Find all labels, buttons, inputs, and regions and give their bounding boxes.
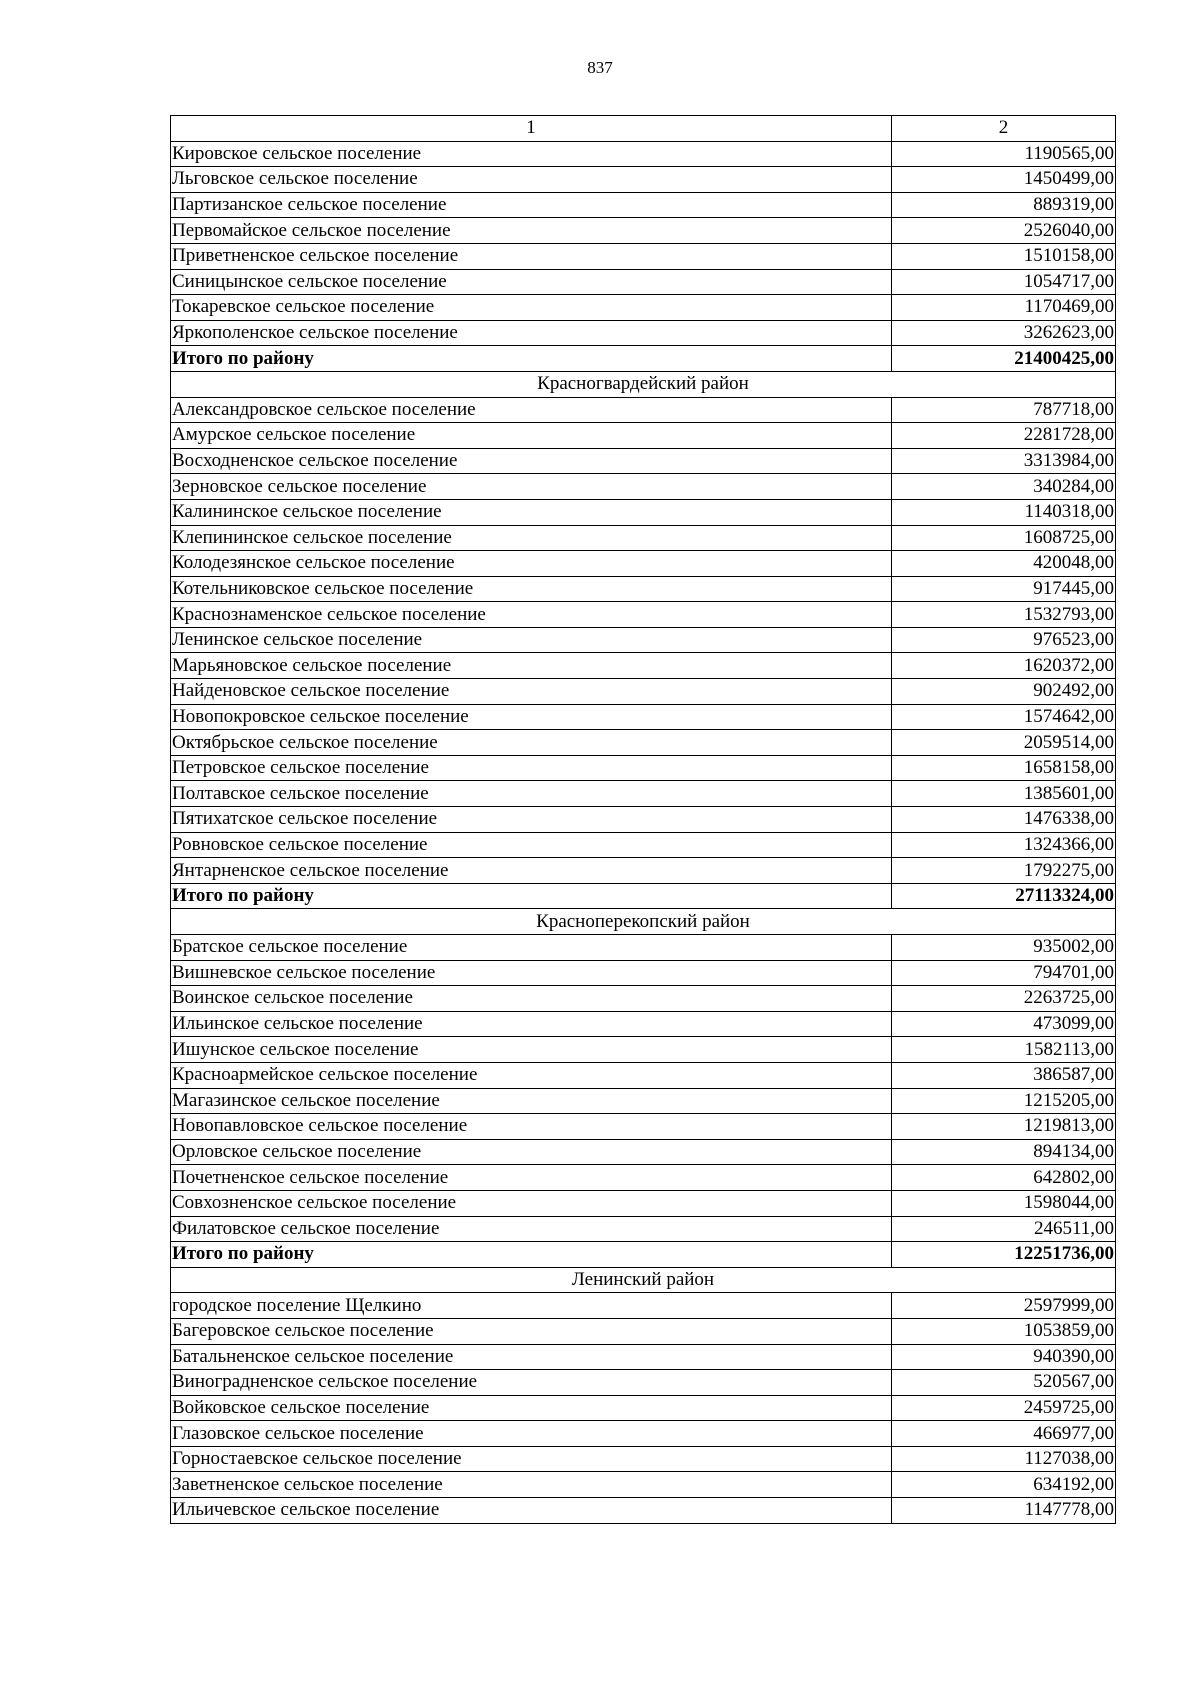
table-row (171, 935, 1116, 961)
settlement-amount: 520567,00 (892, 1370, 1116, 1396)
table-row (171, 474, 1116, 500)
district-total-row (171, 1242, 1116, 1268)
settlement-name: Ильинское сельское поселение (171, 1011, 892, 1037)
settlement-name: Красноармейское сельское поселение (171, 1062, 892, 1088)
table-row (171, 960, 1116, 986)
settlement-amount: 634192,00 (892, 1472, 1116, 1498)
table-row (171, 832, 1116, 858)
table-row (171, 320, 1116, 346)
table-row (171, 192, 1116, 218)
table-row (171, 781, 1116, 807)
settlement-name: Глазовское сельское поселение (171, 1421, 892, 1447)
settlement-amount: 1054717,00 (892, 269, 1116, 295)
settlement-name: Новопавловское сельское поселение (171, 1114, 892, 1140)
settlement-name: Калининское сельское поселение (171, 499, 892, 525)
district-total-row (171, 883, 1116, 909)
table-row (171, 1293, 1116, 1319)
settlement-amount: 2059514,00 (892, 730, 1116, 756)
budget-table (170, 115, 1116, 1524)
settlement-name: Петровское сельское поселение (171, 755, 892, 781)
table-row (171, 1498, 1116, 1524)
settlement-name: Клепининское сельское поселение (171, 525, 892, 551)
district-title-row (171, 1267, 1116, 1293)
settlement-amount: 3262623,00 (892, 320, 1116, 346)
settlement-name: Колодезянское сельское поселение (171, 551, 892, 577)
settlement-name: Токаревское сельское поселение (171, 295, 892, 321)
settlement-amount: 2526040,00 (892, 218, 1116, 244)
settlement-amount: 1658158,00 (892, 755, 1116, 781)
settlement-amount: 340284,00 (892, 474, 1116, 500)
settlement-amount: 473099,00 (892, 1011, 1116, 1037)
settlement-name: Филатовское сельское поселение (171, 1216, 892, 1242)
table-row (171, 525, 1116, 551)
settlement-amount: 1385601,00 (892, 781, 1116, 807)
header-col-1: 1 (171, 116, 892, 142)
settlement-amount: 1053859,00 (892, 1318, 1116, 1344)
table-row (171, 755, 1116, 781)
settlement-name: Вишневское сельское поселение (171, 960, 892, 986)
settlement-name: Войковское сельское поселение (171, 1395, 892, 1421)
settlement-name: Зерновское сельское поселение (171, 474, 892, 500)
table-row (171, 1472, 1116, 1498)
settlement-name: Братское сельское поселение (171, 935, 892, 961)
district-title: Красногвардейский район (171, 371, 1116, 397)
settlement-name: Кировское сельское поселение (171, 141, 892, 167)
settlement-amount: 1582113,00 (892, 1037, 1116, 1063)
table-row (171, 167, 1116, 193)
table-row (171, 1446, 1116, 1472)
table-row (171, 704, 1116, 730)
table-row (171, 1088, 1116, 1114)
table-body (171, 116, 1116, 1524)
settlement-amount: 1598044,00 (892, 1190, 1116, 1216)
settlement-name: Батальненское сельское поселение (171, 1344, 892, 1370)
settlement-amount: 1147778,00 (892, 1498, 1116, 1524)
table-row (171, 1139, 1116, 1165)
settlement-name: Пятихатское сельское поселение (171, 807, 892, 833)
settlement-amount: 420048,00 (892, 551, 1116, 577)
table-row (171, 269, 1116, 295)
header-row (171, 116, 1116, 142)
table-row (171, 986, 1116, 1012)
settlement-name: Котельниковское сельское поселение (171, 576, 892, 602)
settlement-amount: 940390,00 (892, 1344, 1116, 1370)
table-row (171, 1037, 1116, 1063)
settlement-amount: 2597999,00 (892, 1293, 1116, 1319)
district-total-amount: 21400425,00 (892, 346, 1116, 372)
table-row (171, 730, 1116, 756)
settlement-name: Заветненское сельское поселение (171, 1472, 892, 1498)
table-row (171, 858, 1116, 884)
settlement-name: Краснознаменское сельское поселение (171, 602, 892, 628)
table-row (171, 499, 1116, 525)
table-row (171, 1165, 1116, 1191)
settlement-name: Воинское сельское поселение (171, 986, 892, 1012)
settlement-amount: 246511,00 (892, 1216, 1116, 1242)
district-total-amount: 27113324,00 (892, 883, 1116, 909)
settlement-amount: 1792275,00 (892, 858, 1116, 884)
settlement-name: Марьяновское сельское поселение (171, 653, 892, 679)
settlement-amount: 1574642,00 (892, 704, 1116, 730)
settlement-amount: 787718,00 (892, 397, 1116, 423)
settlement-name: Совхозненское сельское поселение (171, 1190, 892, 1216)
page-number: 837 (587, 58, 613, 77)
settlement-name: городское поселение Щелкино (171, 1293, 892, 1319)
district-total-label: Итого по району (171, 346, 892, 372)
table-row (171, 243, 1116, 269)
table-row (171, 1190, 1116, 1216)
district-title: Ленинский район (171, 1267, 1116, 1293)
settlement-name: Яркополенское сельское поселение (171, 320, 892, 346)
district-total-label: Итого по району (171, 883, 892, 909)
district-total-row (171, 346, 1116, 372)
settlement-amount: 2281728,00 (892, 423, 1116, 449)
table-row (171, 1062, 1116, 1088)
table-row (171, 218, 1116, 244)
settlement-amount: 1532793,00 (892, 602, 1116, 628)
table-row (171, 653, 1116, 679)
table-row (171, 679, 1116, 705)
settlement-amount: 889319,00 (892, 192, 1116, 218)
settlement-amount: 794701,00 (892, 960, 1116, 986)
header-col-2: 2 (892, 116, 1116, 142)
settlement-amount: 386587,00 (892, 1062, 1116, 1088)
district-total-amount: 12251736,00 (892, 1242, 1116, 1268)
settlement-name: Багеровское сельское поселение (171, 1318, 892, 1344)
settlement-name: Найденовское сельское поселение (171, 679, 892, 705)
settlement-amount: 1608725,00 (892, 525, 1116, 551)
settlement-amount: 2459725,00 (892, 1395, 1116, 1421)
table-row (171, 141, 1116, 167)
table-row (171, 1370, 1116, 1396)
settlement-amount: 1476338,00 (892, 807, 1116, 833)
settlement-amount: 3313984,00 (892, 448, 1116, 474)
settlement-name: Амурское сельское поселение (171, 423, 892, 449)
settlement-name: Приветненское сельское поселение (171, 243, 892, 269)
settlement-amount: 1127038,00 (892, 1446, 1116, 1472)
settlement-amount: 1510158,00 (892, 243, 1116, 269)
settlement-name: Октябрьское сельское поселение (171, 730, 892, 756)
settlement-name: Почетненское сельское поселение (171, 1165, 892, 1191)
settlement-name: Магазинское сельское поселение (171, 1088, 892, 1114)
district-title-row (171, 909, 1116, 935)
table-row (171, 1344, 1116, 1370)
settlement-amount: 1450499,00 (892, 167, 1116, 193)
settlement-amount: 917445,00 (892, 576, 1116, 602)
table-row (171, 551, 1116, 577)
settlement-amount: 466977,00 (892, 1421, 1116, 1447)
table-row (171, 295, 1116, 321)
table-row (171, 1395, 1116, 1421)
settlement-name: Александровское сельское поселение (171, 397, 892, 423)
table-row (171, 397, 1116, 423)
settlement-amount: 2263725,00 (892, 986, 1116, 1012)
district-total-label: Итого по району (171, 1242, 892, 1268)
settlement-name: Партизанское сельское поселение (171, 192, 892, 218)
settlement-amount: 935002,00 (892, 935, 1116, 961)
table-row (171, 576, 1116, 602)
settlement-amount: 642802,00 (892, 1165, 1116, 1191)
table-row (171, 602, 1116, 628)
settlement-name: Ровновское сельское поселение (171, 832, 892, 858)
settlement-name: Восходненское сельское поселение (171, 448, 892, 474)
district-title-row (171, 371, 1116, 397)
settlement-amount: 1324366,00 (892, 832, 1116, 858)
table-row (171, 807, 1116, 833)
settlement-name: Ишунское сельское поселение (171, 1037, 892, 1063)
settlement-name: Синицынское сельское поселение (171, 269, 892, 295)
table-row (171, 1421, 1116, 1447)
table-row (171, 1216, 1116, 1242)
settlement-name: Янтарненское сельское поселение (171, 858, 892, 884)
district-title: Красноперекопский район (171, 909, 1116, 935)
settlement-amount: 894134,00 (892, 1139, 1116, 1165)
settlement-amount: 1170469,00 (892, 295, 1116, 321)
settlement-amount: 1620372,00 (892, 653, 1116, 679)
table-row (171, 448, 1116, 474)
settlement-amount: 1140318,00 (892, 499, 1116, 525)
settlement-amount: 1215205,00 (892, 1088, 1116, 1114)
table-row (171, 1011, 1116, 1037)
settlement-name: Новопокровское сельское поселение (171, 704, 892, 730)
settlement-amount: 1190565,00 (892, 141, 1116, 167)
settlement-amount: 1219813,00 (892, 1114, 1116, 1140)
table-row (171, 1114, 1116, 1140)
settlement-amount: 976523,00 (892, 627, 1116, 653)
settlement-name: Виноградненское сельское поселение (171, 1370, 892, 1396)
table-row (171, 1318, 1116, 1344)
settlement-name: Ильичевское сельское поселение (171, 1498, 892, 1524)
settlement-name: Орловское сельское поселение (171, 1139, 892, 1165)
settlement-name: Горностаевское сельское поселение (171, 1446, 892, 1472)
settlement-name: Первомайское сельское поселение (171, 218, 892, 244)
settlement-amount: 902492,00 (892, 679, 1116, 705)
settlement-name: Полтавское сельское поселение (171, 781, 892, 807)
settlement-name: Льговское сельское поселение (171, 167, 892, 193)
settlement-name: Ленинское сельское поселение (171, 627, 892, 653)
table-row (171, 627, 1116, 653)
table-row (171, 423, 1116, 449)
